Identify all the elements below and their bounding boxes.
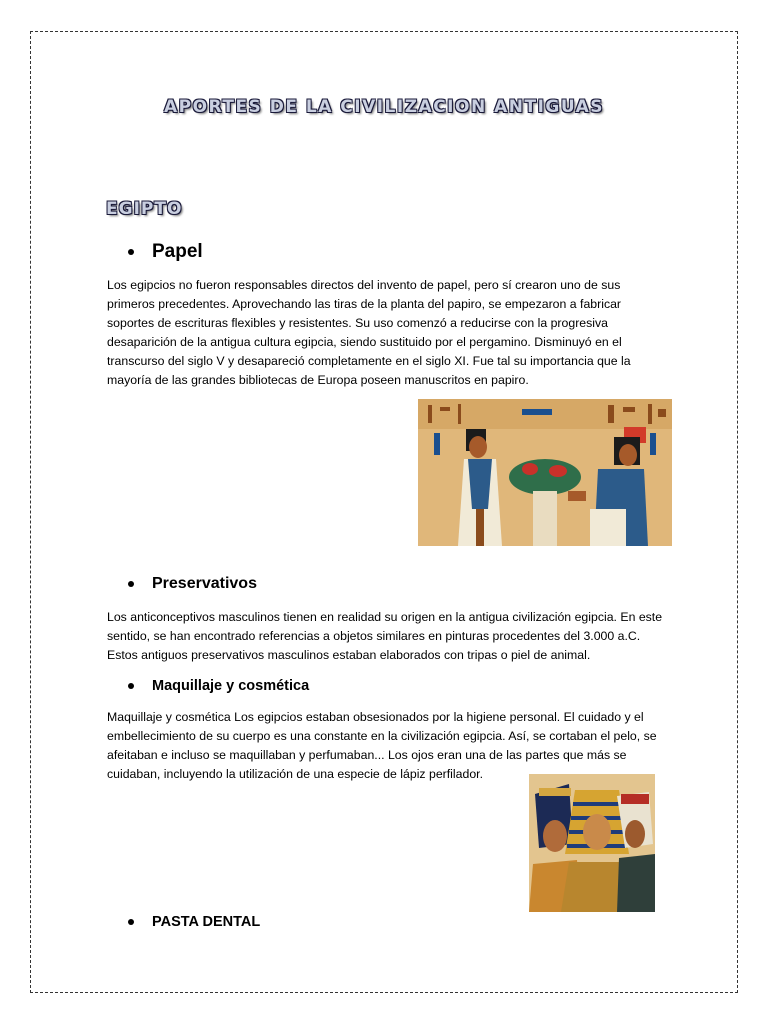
bullet-icon	[128, 581, 134, 587]
heading-pasta-dental: PASTA DENTAL	[152, 914, 261, 930]
bullet-heading-pasta-dental	[128, 914, 260, 930]
egyptian-papyrus-painting-image	[418, 399, 672, 546]
paragraph-papel: Los egipcios no fueron responsables directos del invento de papel, pero sí crearon uno de sus primeros precedentes. Aprovechando las tiras de la planta del papiro, se empezaron a fabricar soportes de escrituras flexibles y resistentes. Su uso comenzó a reducirse con la progresiva desaparición de la antigua cultura egipcia, siendo sustituido por el pergamino. Disminuyó en el transcurso del siglo V y desapareció completamente en el siglo XI. Fue tal su importancia que la mayoría de las grandes bibliotecas de Europa poseen manuscritos en papiro.	[107, 278, 631, 387]
section-heading-egipto: EGIPTO	[106, 199, 183, 219]
bullet-heading-preservativos	[128, 575, 257, 593]
egyptian-pharaohs-image	[529, 774, 655, 912]
bullet-icon	[128, 919, 134, 925]
heading-maquillaje: Maquillaje y cosmética	[152, 678, 310, 694]
heading-preservativos: Preservativos	[152, 575, 257, 592]
bullet-heading-papel	[128, 241, 203, 263]
bullet-icon	[128, 249, 134, 255]
paragraph-preservativos: Los anticonceptivos masculinos tienen en realidad su origen en la antigua civilización egipcia. En este sentido, se han encontrado referencias a objetos similares en pinturas procedentes del 3.000 a.C. Estos antiguos preservativos masculinos estaban elaborados con tripas o piel de animal.	[107, 610, 663, 662]
paragraph-maquillaje: Maquillaje y cosmética Los egipcios estaban obsesionados por la higiene personal. El cuidado y el embellecimiento de su cuerpo es una constante en la civilización egipcia. Así, se cortaban el pelo, se afeitaban e incluso se maquillaban y perfumaban... Los ojos eran una de las partes que más se cuidaban, incluyendo la utilización de una especie de lápiz perfilador.	[107, 710, 657, 781]
bullet-heading-maquillaje	[128, 678, 309, 694]
document-title: APORTES DE LA CIVILIZACION ANTIGUAS	[163, 97, 605, 117]
heading-papel: Papel	[152, 241, 203, 262]
bullet-icon	[128, 683, 134, 689]
